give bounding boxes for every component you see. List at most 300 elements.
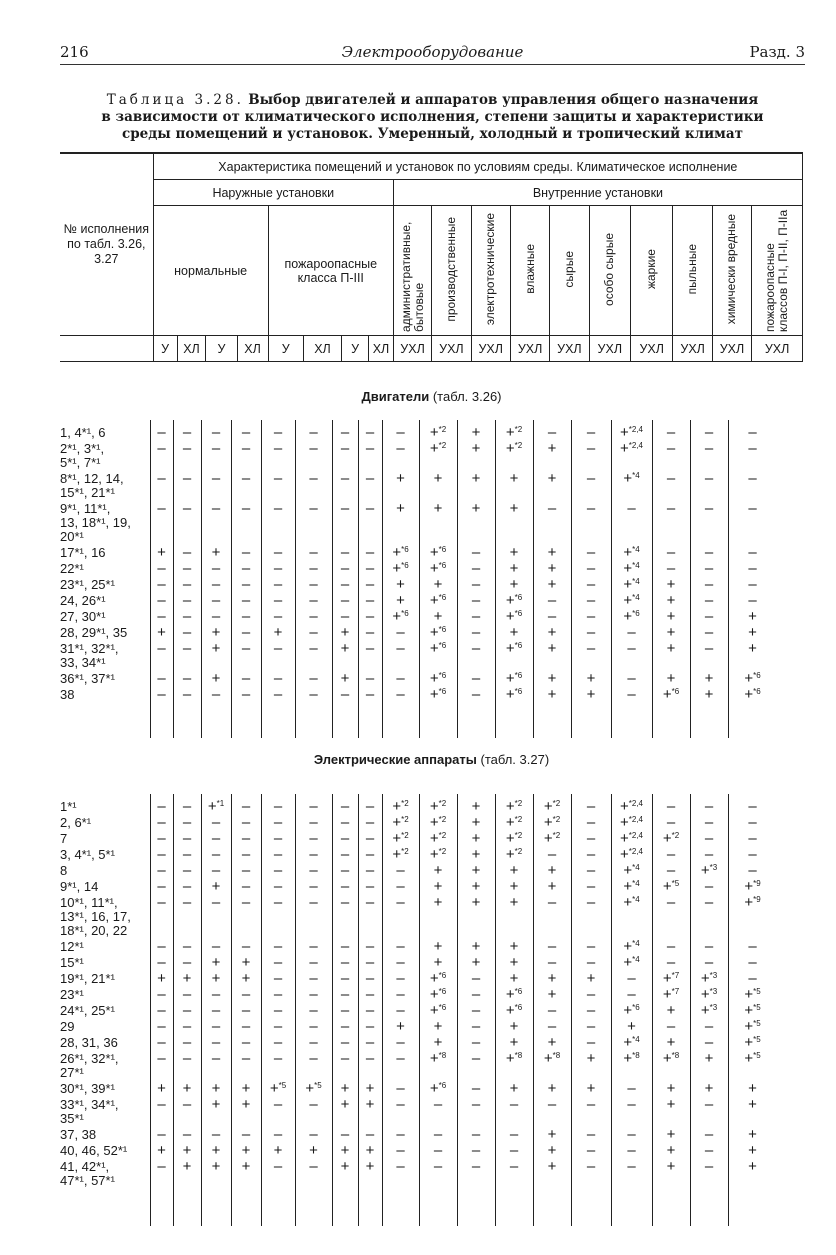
motors-cell: –: [273, 576, 283, 593]
apparatus-cell: –: [433, 1142, 443, 1159]
apparatus-cell: –: [241, 1002, 251, 1019]
apparatus-cell: –: [471, 1050, 481, 1067]
motors-cell: –: [365, 670, 375, 687]
running-title: Электрооборудование: [341, 43, 524, 61]
motors-cell: –: [666, 470, 676, 487]
apparatus-cell: +: [433, 1018, 443, 1035]
outdoor-fire-header: пожароопасные класса П-III: [268, 206, 393, 336]
apparatus-cell: –: [182, 1034, 192, 1051]
motors-cell: –: [309, 500, 318, 517]
apparatus-row-label: 37, 38: [60, 1127, 97, 1142]
motors-cell: +$^{*2}$: [429, 440, 447, 457]
apparatus-cell: –: [586, 1126, 596, 1143]
apparatus-cell: +: [666, 1002, 676, 1019]
motors-cell: –: [309, 544, 318, 561]
apparatus-cell: +: [547, 1034, 557, 1051]
motors-cell: +$^{*6}$: [662, 686, 680, 703]
motors-cell: +: [157, 624, 166, 641]
apparatus-cell: –: [586, 830, 596, 847]
motors-ref: (табл. 3.26): [432, 389, 502, 404]
apparatus-cell: +: [509, 862, 519, 879]
apparatus-cell: –: [547, 1002, 557, 1019]
apparatus-row-label: 28, 31, 36: [60, 1035, 118, 1050]
indoor-header: Внутренние установки: [393, 180, 802, 206]
apparatus-cell: –: [433, 1096, 443, 1113]
apparatus-cell: –: [586, 862, 596, 879]
apparatus-cell: –: [586, 938, 596, 955]
apparatus-cell: +: [666, 1158, 676, 1175]
motors-cell: +$^{*6}$: [429, 670, 447, 687]
motors-cell: –: [704, 560, 714, 577]
apparatus-cell: +$^{*4}$: [623, 938, 640, 955]
motors-cell: +: [509, 544, 519, 561]
apparatus-cell: –: [365, 798, 375, 815]
apparatus-cell: –: [396, 954, 405, 971]
apparatus-cell: +$^{*2}$: [543, 798, 561, 815]
apparatus-cell: +: [211, 1142, 221, 1159]
motors-cell: –: [471, 624, 481, 641]
apparatus-cell: –: [627, 986, 636, 1003]
col-production: производственные: [443, 216, 458, 322]
apparatus-cell: +$^{*9}$: [744, 878, 761, 895]
apparatus-cell: –: [273, 1126, 283, 1143]
motors-cell: –: [704, 624, 714, 641]
climate-code: УХЛ: [673, 336, 712, 362]
apparatus-cell: –: [586, 1142, 596, 1159]
motors-cell: –: [273, 686, 283, 703]
apparatus-row-label: 30*¹, 39*¹: [60, 1081, 115, 1096]
motors-row-label: 36*¹, 37*¹: [60, 671, 115, 686]
motors-cell: –: [586, 640, 596, 657]
apparatus-cell: +$^{*3}$: [700, 986, 718, 1003]
apparatus-cell: +$^{*2}$: [429, 798, 447, 815]
apparatus-cell: +$^{*8}$: [429, 1050, 447, 1067]
motors-cell: –: [273, 560, 283, 577]
caption-title-line-1: Выбор двигателей и аппаратов управления общего назначения: [248, 92, 759, 108]
motors-cell: –: [182, 576, 192, 593]
motors-cell: –: [157, 440, 166, 457]
motors-cell: –: [273, 424, 283, 441]
motors-cell: –: [211, 440, 221, 457]
apparatus-cell: –: [704, 830, 714, 847]
motors-row-label: 13, 18*¹, 19,: [60, 515, 131, 530]
motors-cell: –: [241, 640, 251, 657]
motors-cell: –: [182, 686, 192, 703]
apparatus-cell: +: [211, 1158, 221, 1175]
apparatus-cell: +$^{*2,4}$: [620, 846, 643, 863]
apparatus-cell: –: [471, 1158, 481, 1175]
motors-cell: –: [182, 500, 192, 517]
motors-cell: +: [396, 500, 405, 517]
apparatus-cell: +: [433, 862, 443, 879]
apparatus-cell: +: [666, 1096, 676, 1113]
apparatus-cell: –: [396, 938, 405, 955]
motors-cell: –: [365, 592, 375, 609]
motors-cell: +$^{*6}$: [505, 640, 523, 657]
apparatus-cell: –: [340, 862, 350, 879]
motors-cell: –: [471, 686, 481, 703]
col-electrotech: электротехнические: [483, 212, 498, 326]
apparatus-cell: +: [211, 878, 221, 895]
apparatus-cell: –: [340, 846, 350, 863]
apparatus-cell: –: [365, 1034, 375, 1051]
motors-cell: –: [309, 560, 318, 577]
apparatus-cell: –: [365, 830, 375, 847]
motors-cell: +: [547, 470, 557, 487]
apparatus-cell: +$^{*1}$: [207, 798, 225, 815]
apparatus-cell: +: [273, 1142, 283, 1159]
apparatus-cell: +: [365, 1080, 375, 1097]
apparatus-cell: +: [340, 1158, 350, 1175]
apparatus-cell: +: [748, 1080, 757, 1097]
col-chemical: химически вредные: [724, 213, 739, 325]
apparatus-cell: –: [241, 798, 251, 815]
apparatus-cell: –: [340, 970, 350, 987]
motors-cell: +$^{*4}$: [623, 576, 640, 593]
motors-cell: –: [211, 608, 221, 625]
motors-cell: +$^{*6}$: [429, 592, 447, 609]
climate-code: УХЛ: [510, 336, 549, 362]
apparatus-cell: –: [666, 862, 676, 879]
apparatus-cell: –: [748, 830, 757, 847]
motors-cell: +$^{*6}$: [505, 670, 523, 687]
apparatus-row-label: 10*¹, 11*¹,: [60, 895, 118, 910]
apparatus-cell: –: [182, 1002, 192, 1019]
motors-cell: +$^{*6}$: [429, 640, 447, 657]
apparatus-cell: +: [433, 894, 443, 911]
apparatus-cell: +: [704, 1080, 714, 1097]
apparatus-cell: –: [340, 878, 350, 895]
motors-cell: –: [241, 470, 251, 487]
climate-code: ХЛ: [303, 336, 341, 362]
motors-cell: –: [704, 592, 714, 609]
motors-cell: –: [666, 544, 676, 561]
motors-cell: –: [157, 576, 166, 593]
apparatus-cell: +$^{*4}$: [623, 878, 640, 895]
caption-title-line-3: среды помещений и установок. Умеренный, холодный и тропический климат: [122, 126, 743, 142]
motors-cell: –: [241, 500, 251, 517]
motors-cell: –: [157, 500, 166, 517]
apparatus-cell: –: [309, 878, 318, 895]
apparatus-cell: +: [509, 1080, 519, 1097]
motors-cell: +: [547, 686, 557, 703]
motors-cell: +$^{*6}$: [429, 544, 447, 561]
motors-row-label: 2*¹, 3*¹,: [60, 441, 105, 456]
apparatus-cell: –: [704, 938, 714, 955]
motors-cell: –: [704, 440, 714, 457]
apparatus-cell: –: [211, 1034, 221, 1051]
apparatus-cell: –: [273, 1034, 283, 1051]
apparatus-cell: –: [547, 954, 557, 971]
motors-cell: –: [340, 470, 350, 487]
apparatus-cell: +: [340, 1080, 350, 1097]
motors-cell: –: [157, 560, 166, 577]
apparatus-cell: +: [509, 894, 519, 911]
motors-cell: –: [365, 544, 375, 561]
apparatus-cell: +: [547, 1158, 557, 1175]
motors-cell: –: [627, 500, 636, 517]
motors-cell: –: [471, 640, 481, 657]
apparatus-cell: –: [547, 1096, 557, 1113]
apparatus-cell: –: [309, 938, 318, 955]
climate-code: ХЛ: [177, 336, 206, 362]
apparatus-cell: –: [211, 1002, 221, 1019]
motors-cell: +: [471, 440, 481, 457]
apparatus-cell: –: [627, 970, 636, 987]
apparatus-cell: –: [211, 1018, 221, 1035]
apparatus-cell: –: [748, 814, 757, 831]
motors-cell: –: [396, 624, 405, 641]
motors-cell: +: [547, 640, 557, 657]
apparatus-cell: +$^{*6}$: [429, 986, 447, 1003]
apparatus-cell: –: [211, 894, 221, 911]
motors-cell: –: [241, 624, 251, 641]
climate-code: ХЛ: [237, 336, 268, 362]
apparatus-cell: +$^{*9}$: [744, 894, 761, 911]
apparatus-cell: –: [471, 1096, 481, 1113]
motors-cell: –: [666, 424, 676, 441]
motors-cell: +: [748, 640, 757, 657]
apparatus-cell: –: [704, 1142, 714, 1159]
motors-cell: –: [157, 686, 166, 703]
apparatus-cell: +: [509, 970, 519, 987]
climate-code: УХЛ: [550, 336, 589, 362]
motors-row-label: 9*¹, 11*¹,: [60, 501, 111, 516]
apparatus-cell: +: [471, 878, 481, 895]
motors-cell: –: [309, 608, 318, 625]
apparatus-cell: +: [433, 938, 443, 955]
apparatus-cell: –: [365, 814, 375, 831]
motors-cell: +$^{*6}$: [392, 560, 409, 577]
apparatus-cell: –: [666, 814, 676, 831]
apparatus-cell: +: [211, 954, 221, 971]
motors-cell: –: [309, 440, 318, 457]
apparatus-cell: +: [547, 970, 557, 987]
apparatus-cell: –: [241, 1018, 251, 1035]
motors-cell: –: [340, 608, 350, 625]
apparatus-cell: +: [396, 1018, 405, 1035]
motors-cell: –: [365, 440, 375, 457]
motors-cell: +: [273, 624, 283, 641]
apparatus-cell: –: [471, 1018, 481, 1035]
apparatus-cell: –: [471, 970, 481, 987]
motors-cell: –: [547, 592, 557, 609]
apparatus-cell: –: [309, 1126, 318, 1143]
apparatus-cell: +: [509, 938, 519, 955]
apparatus-cell: –: [211, 938, 221, 955]
apparatus-row-label: 8: [60, 863, 68, 878]
row-label-header: № исполнения по табл. 3.26, 3.27: [60, 153, 153, 336]
apparatus-cell: +: [433, 1034, 443, 1051]
motors-cell: +: [157, 544, 166, 561]
apparatus-cell: +: [340, 1142, 350, 1159]
motors-row-label: 22*¹: [60, 561, 84, 576]
motors-cell: –: [182, 624, 192, 641]
motors-cell: +$^{*2}$: [429, 424, 447, 441]
motors-cell: +: [509, 560, 519, 577]
motors-cell: –: [704, 640, 714, 657]
apparatus-cell: –: [471, 1002, 481, 1019]
motors-cell: +: [586, 686, 596, 703]
col-admin: административные, бытовые: [398, 221, 426, 332]
motors-cell: +: [666, 670, 676, 687]
apparatus-cell: –: [627, 1096, 636, 1113]
motors-cell: –: [666, 560, 676, 577]
motors-cell: +: [211, 670, 221, 687]
apparatus-row-label: 40, 46, 52*¹: [60, 1143, 128, 1158]
motors-cell: –: [309, 670, 318, 687]
apparatus-cell: –: [365, 1018, 375, 1035]
main-header: Характеристика помещений и установок по условиям среды. Климатическое исполнение: [153, 153, 802, 180]
motors-cell: –: [748, 560, 757, 577]
apparatus-cell: +: [241, 1158, 251, 1175]
apparatus-cell: –: [340, 798, 350, 815]
apparatus-cell: –: [396, 894, 405, 911]
apparatus-cell: +: [471, 814, 481, 831]
apparatus-cell: –: [365, 846, 375, 863]
apparatus-cell: +: [471, 954, 481, 971]
apparatus-cell: –: [340, 986, 350, 1003]
apparatus-cell: +: [748, 1158, 757, 1175]
apparatus-cell: –: [241, 1034, 251, 1051]
apparatus-cell: –: [157, 1096, 166, 1113]
motors-cell: –: [471, 560, 481, 577]
apparatus-cell: –: [211, 1126, 221, 1143]
motors-cell: –: [340, 560, 350, 577]
apparatus-cell: –: [396, 1050, 405, 1067]
motors-cell: –: [211, 686, 221, 703]
apparatus-cell: –: [309, 1002, 318, 1019]
apparatus-cell: –: [241, 878, 251, 895]
motors-cell: –: [396, 686, 405, 703]
apparatus-cell: –: [182, 986, 192, 1003]
motors-cell: +: [666, 624, 676, 641]
apparatus-cell: –: [627, 1126, 636, 1143]
motors-cell: –: [365, 576, 375, 593]
apparatus-cell: –: [241, 1126, 251, 1143]
motors-cell: –: [157, 670, 166, 687]
outdoor-normal-header: нормальные: [153, 206, 268, 336]
apparatus-cell: +$^{*2}$: [392, 798, 409, 815]
apparatus-row-label: 26*¹, 32*¹,: [60, 1051, 119, 1066]
apparatus-cell: –: [211, 1050, 221, 1067]
motors-row-label: 31*¹, 32*¹,: [60, 641, 119, 656]
apparatus-cell: +: [365, 1158, 375, 1175]
motors-cell: +: [396, 576, 405, 593]
apparatus-cell: +: [340, 1096, 350, 1113]
apparatus-cell: +: [241, 970, 251, 987]
climate-code: УХЛ: [752, 336, 803, 362]
apparatus-grid: [60, 794, 803, 1226]
apparatus-cell: –: [182, 1126, 192, 1143]
climate-row-spacer: [60, 336, 153, 362]
apparatus-cell: –: [396, 986, 405, 1003]
motors-section-title: [60, 389, 803, 404]
apparatus-cell: +: [241, 954, 251, 971]
apparatus-cell: –: [309, 954, 318, 971]
apparatus-cell: +$^{*4}$: [623, 954, 640, 971]
caption-title-line-2: в зависимости от климатического исполнения, степени защиты и характеристики: [101, 109, 764, 125]
apparatus-cell: –: [157, 814, 166, 831]
motors-cell: +: [211, 624, 221, 641]
motors-cell: –: [627, 686, 636, 703]
motors-cell: +$^{*6}$: [505, 592, 523, 609]
apparatus-cell: –: [396, 1126, 405, 1143]
apparatus-row-label: 19*¹, 21*¹: [60, 971, 115, 986]
motors-row-label: 5*¹, 7*¹: [60, 455, 101, 470]
motors-cell: –: [309, 640, 318, 657]
apparatus-cell: +: [586, 970, 596, 987]
climate-code: УХЛ: [393, 336, 431, 362]
apparatus-cell: –: [309, 862, 318, 879]
apparatus-cell: +: [547, 1126, 557, 1143]
motors-cell: –: [157, 424, 166, 441]
apparatus-cell: +: [211, 1080, 221, 1097]
apparatus-cell: –: [704, 846, 714, 863]
apparatus-cell: –: [182, 814, 192, 831]
motors-cell: –: [182, 560, 192, 577]
motors-cell: +$^{*2,4}$: [620, 440, 643, 457]
motors-cell: +: [211, 640, 221, 657]
apparatus-cell: –: [273, 1158, 283, 1175]
apparatus-cell: –: [365, 1126, 375, 1143]
apparatus-cell: –: [471, 1126, 481, 1143]
motors-cell: –: [241, 440, 251, 457]
motors-cell: –: [340, 592, 350, 609]
apparatus-cell: –: [182, 938, 192, 955]
motors-cell: +: [666, 576, 676, 593]
apparatus-cell: –: [704, 798, 714, 815]
apparatus-cell: –: [396, 878, 405, 895]
motors-cell: +: [471, 424, 481, 441]
apparatus-cell: –: [586, 1002, 596, 1019]
motors-cell: –: [182, 592, 192, 609]
apparatus-cell: –: [704, 1096, 714, 1113]
apparatus-row-label: 27*¹: [60, 1065, 84, 1080]
motors-cell: +: [666, 592, 676, 609]
apparatus-cell: +: [666, 1142, 676, 1159]
apparatus-cell: +: [509, 1018, 519, 1035]
apparatus-cell: +: [211, 1096, 221, 1113]
motors-cell: –: [547, 424, 557, 441]
apparatus-cell: –: [157, 846, 166, 863]
motors-cell: –: [340, 686, 350, 703]
apparatus-cell: –: [340, 1126, 350, 1143]
apparatus-cell: +: [704, 1050, 714, 1067]
apparatus-cell: –: [241, 894, 251, 911]
apparatus-cell: –: [309, 798, 318, 815]
apparatus-cell: –: [433, 1126, 443, 1143]
motors-cell: –: [273, 592, 283, 609]
apparatus-cell: –: [704, 1018, 714, 1035]
apparatus-cell: –: [211, 814, 221, 831]
apparatus-cell: –: [182, 798, 192, 815]
motors-cell: –: [586, 608, 596, 625]
motors-cell: –: [211, 592, 221, 609]
apparatus-cell: +: [433, 878, 443, 895]
apparatus-cell: +: [471, 894, 481, 911]
apparatus-cell: –: [182, 1018, 192, 1035]
motors-cell: +$^{*4}$: [623, 560, 640, 577]
apparatus-cell: +$^{*4}$: [623, 894, 640, 911]
climate-code: У: [206, 336, 237, 362]
apparatus-cell: +$^{*2}$: [392, 814, 409, 831]
motors-cell: +: [547, 576, 557, 593]
apparatus-cell: –: [273, 938, 283, 955]
apparatus-cell: –: [309, 1034, 318, 1051]
motors-cell: +$^{*6}$: [392, 544, 409, 561]
apparatus-cell: +$^{*5}$: [305, 1080, 322, 1097]
